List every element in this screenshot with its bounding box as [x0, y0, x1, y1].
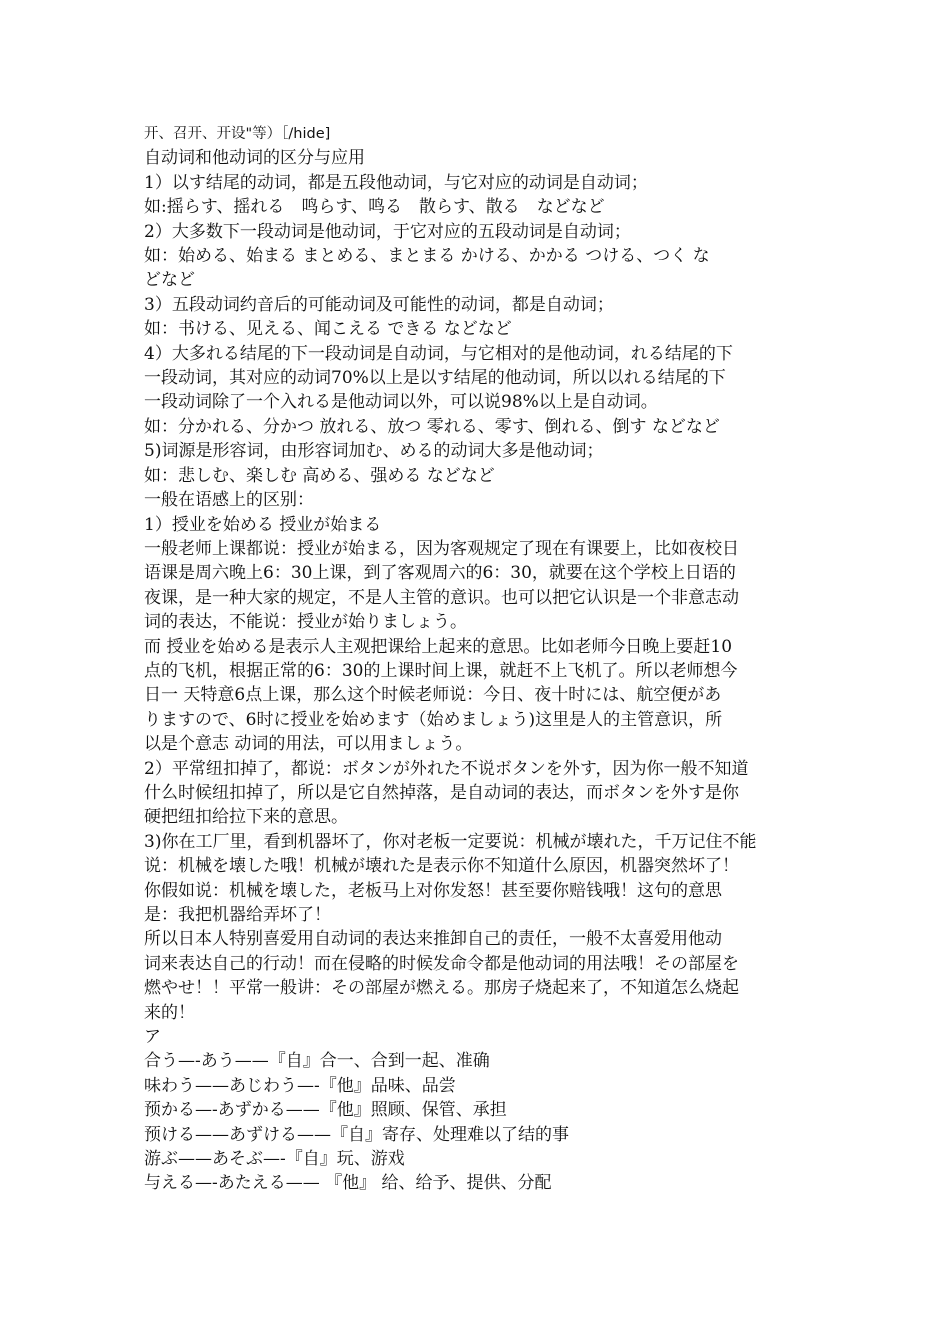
text-line: 如:摇らす、摇れる 鸣らす、鸣る 散らす、散る などなど — [144, 197, 605, 218]
text-line: 语课是周六晚上6：30上课，到了客观周六的6：30，就要在这个学校上日语的 — [144, 563, 736, 584]
text-line: 如：始める、始まる まとめる、まとまる かける、かかる つける、つく な — [144, 246, 710, 267]
text-line: 什么时候纽扣掉了，所以是它自然掉落，是自动词的表达，而ボタンを外す是你 — [144, 782, 739, 803]
text-line: 3）五段动词约音后的可能动词及可能性的动词，都是自动词； — [144, 294, 614, 315]
vocab-entry: 与える—-あたえる—— 『他』 给、给予、提供、分配 — [144, 1173, 552, 1194]
section-title: ア — [144, 1027, 161, 1048]
vocab-entry: 游ぶ——あそぶ—-『自』玩、游戏 — [144, 1149, 405, 1170]
text-line: 说：机械を壊した哦！机械が壊れた是表示你不知道什么原因，机器突然坏了！ — [144, 856, 739, 877]
text-line: りますので、6时に授业を始めます（始めましょう)这里是人的主管意识，所 — [144, 709, 723, 730]
text-line: 如：悲しむ、楽しむ 高める、强める などなど — [144, 465, 495, 486]
section-title: 自动词和他动词的区分与应用 — [144, 148, 365, 169]
text-line: 日一 天特意6点上课，那么这个时候老师说：今日、夜十时には、航空便があ — [144, 685, 722, 706]
text-line: 如：书ける、见える、闻こえる できる などなど — [144, 319, 512, 340]
vocab-entry: 预かる—-あずかる——『他』照顾、保管、承担 — [144, 1100, 507, 1121]
text-line: 1）以す结尾的动词，都是五段他动词，与它对应的动词是自动词； — [144, 172, 648, 193]
text-line: 来的！ — [144, 1002, 195, 1023]
text-line: 一段动词除了一个入れる是他动词以外，可以说98%以上是自动词。 — [144, 392, 658, 413]
text-line: 5)词源是形容词，由形容词加む、める的动词大多是他动词； — [144, 441, 604, 462]
text-line: 而 授业を始める是表示人主观把课给上起来的意思。比如老师今日晚上要赶10 — [144, 636, 733, 657]
text-line: 所以日本人特别喜爱用自动词的表达来推卸自己的责任，一般不太喜爱用他动 — [144, 929, 722, 950]
text-line: 硬把纽扣给拉下来的意思。 — [144, 807, 348, 828]
text-line: 一段动词，其对应的动词70%以上是以す结尾的他动词，所以以れる结尾的下 — [144, 368, 726, 389]
text-line: 4）大多れる结尾的下一段动词是自动词，与它相对的是他动词，れる结尾的下 — [144, 343, 733, 364]
text-line: 3)你在工厂里，看到机器坏了，你对老板一定要说：机械が壊れた，千万记住不能 — [144, 831, 757, 852]
vocab-entry: 预ける——あずける——『自』寄存、处理难以了结的事 — [144, 1124, 569, 1145]
text-line: 一般老师上课都说：授业が始まる，因为客观规定了现在有课要上，比如夜校日 — [144, 538, 739, 559]
text-line: 开、召开、开设"等）［/hide] — [144, 126, 331, 142]
vocab-entry: 味わう——あじわう—-『他』品味、品尝 — [144, 1075, 456, 1096]
text-line: 1）授业を始める 授业が始まる — [144, 514, 382, 535]
text-line: 是：我把机器给弄坏了！ — [144, 905, 331, 925]
section-title: 一般在语感上的区别： — [144, 490, 314, 511]
text-line: どなど — [144, 270, 195, 291]
text-line: 点的飞机，根据正常的6：30的上课时间上课，就赶不上飞机了。所以老师想今 — [144, 660, 738, 681]
vocab-entry: 合う—-あう——『自』合一、合到一起、准确 — [144, 1051, 490, 1072]
text-line: 2）大多数下一段动词是他动词，于它对应的五段动词是自动词； — [144, 221, 631, 242]
text-line: 词的表达，不能说：授业が始りましょう。 — [144, 612, 467, 633]
text-line: 你假如说：机械を壊した，老板马上对你发怒！甚至要你赔钱哦！这句的意思 — [144, 880, 722, 901]
text-line: 词来表达自己的行动！而在侵略的时候发命令都是他动词的用法哦！その部屋を — [144, 953, 739, 974]
text-line: 以是个意志 动词的用法，可以用ましょう。 — [144, 734, 473, 755]
text-line: 夜课，是一种大家的规定，不是人主管的意识。也可以把它认识是一个非意志动 — [144, 587, 739, 608]
text-line: 如：分かれる、分かつ 放れる、放つ 零れる、零す、倒れる、倒す などなど — [144, 416, 720, 437]
document-body — [144, 122, 812, 1196]
text-line: 燃やせ！！平常一般讲：その部屋が燃える。那房子烧起来了，不知道怎么烧起 — [144, 978, 739, 999]
text-line: 2）平常纽扣掉了，都说：ボタンが外れた不说ボタンを外す，因为你一般不知道 — [144, 758, 749, 779]
